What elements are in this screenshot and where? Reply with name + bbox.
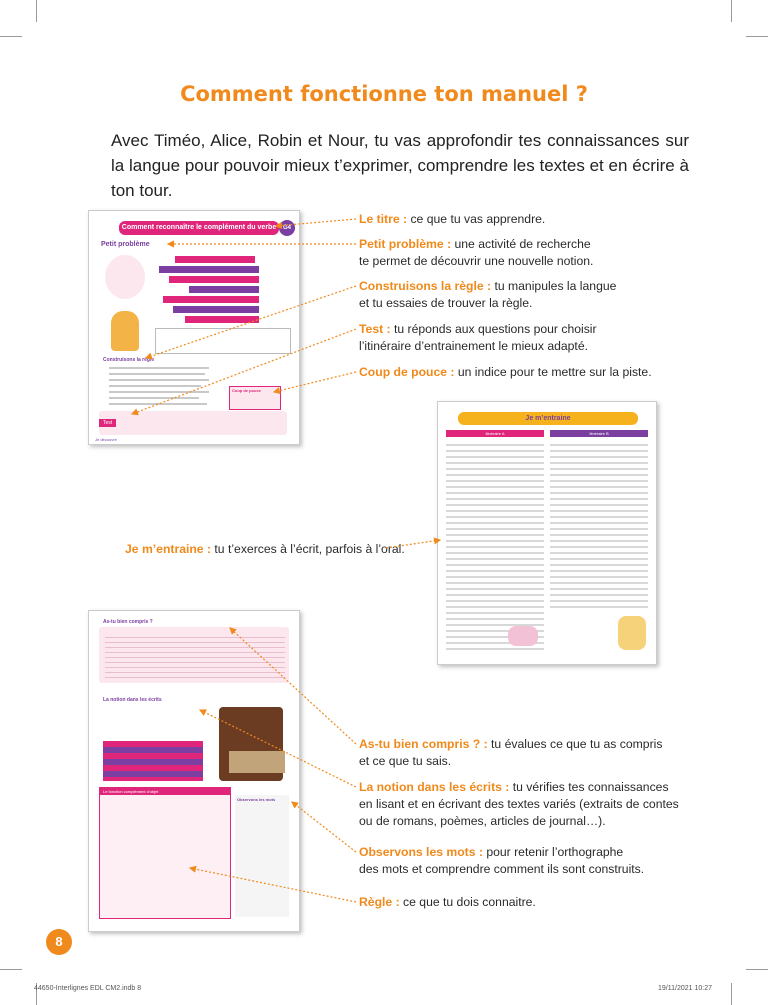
exercises-header-title: Je m’entraine — [525, 415, 571, 422]
notion-title: La notion dans les écrits — [103, 697, 162, 703]
arrow-title — [276, 219, 356, 226]
check-title: As-tu bien compris ? — [103, 619, 153, 625]
footer-file: 44650-Interlignes EDL CM2.indb 8 — [34, 985, 142, 992]
label-text: et ce que tu sais. — [359, 754, 452, 768]
words-title: Observons les mots — [237, 797, 276, 802]
label-term: Le titre : — [359, 212, 408, 226]
label-text: te permet de découvrir une nouvelle notion. — [359, 254, 594, 268]
label-text: ou de romans, poèmes, articles de journal…). — [359, 814, 606, 828]
label-term: Observons les mots : — [359, 845, 483, 859]
section-rule-title: Construisons la règle — [103, 357, 155, 363]
label-term: Construisons la règle : — [359, 279, 492, 293]
label-term: As-tu bien compris ? : — [359, 737, 488, 751]
label-term: Coup de pouce : — [359, 365, 455, 379]
arrow-test — [132, 329, 356, 414]
label-text: tu vérifies tes connaissances — [509, 780, 669, 794]
arrow-words — [292, 802, 356, 852]
arrow-practice — [386, 540, 440, 548]
label-term: Petit problème : — [359, 237, 452, 251]
label-term: Règle : — [359, 895, 400, 909]
label-text: tu réponds aux questions pour choisir — [390, 322, 597, 336]
label-term: Je m’entraine : — [125, 542, 212, 556]
rule-title: Le fonction complément d’objet — [100, 788, 230, 795]
label-text: une activité de recherche — [451, 237, 591, 251]
label-text: ce que tu dois connaitre. — [399, 895, 536, 909]
label-text: tu t’exerces à l’écrit, parfois à l’oral. — [211, 542, 405, 556]
label-text: ce que tu vas apprendre. — [407, 212, 546, 226]
label-text: tu manipules la langue — [491, 279, 617, 293]
hint-title: Coup de pouce — [232, 388, 261, 393]
arrow-hint — [274, 372, 356, 392]
label-text: un indice pour te mettre sur la piste. — [454, 365, 652, 379]
label-text: pour retenir l’orthographe — [482, 845, 624, 859]
lesson-footer: Je découvre — [95, 437, 117, 442]
section-problem-title: Petit problème — [101, 241, 150, 248]
intro-paragraph: Avec Timéo, Alice, Robin et Nour, tu vas approfondir tes connaissances sur la langue pour pouvoir mieux t’exprimer, comprendre les textes et en écrire à ton tour. — [111, 131, 689, 200]
label-term: La notion dans les écrits : — [359, 780, 510, 794]
label-text: et tu essaies de trouver la règle. — [359, 296, 533, 310]
lesson-header-title: Comment reconnaître le complément du verbe ? — [121, 224, 277, 245]
arrow-rule-building — [146, 286, 356, 358]
test-title: Test — [99, 419, 116, 427]
label-text: l’itinéraire d’entrainement le mieux adapté. — [359, 339, 588, 353]
footer-date: 19/11/2021 10:27 — [658, 985, 712, 992]
column-b-title: Itinéraire B — [550, 430, 648, 437]
arrow-notion — [200, 710, 356, 787]
label-term: Test : — [359, 322, 391, 336]
column-a-title: Itinéraire A — [446, 430, 544, 437]
arrow-review — [230, 628, 356, 744]
page-number: 8 — [46, 929, 72, 955]
lesson-badge: G4 — [279, 220, 295, 236]
page-title: Comment fonctionne ton manuel ? — [180, 82, 588, 106]
label-text: des mots et comprendre comment ils sont construits. — [359, 862, 645, 876]
arrow-rule — [190, 868, 356, 902]
label-text: tu évalues ce que tu as compris — [487, 737, 663, 751]
label-text: en lisant et en écrivant des textes variés (extraits de contes — [359, 797, 679, 811]
